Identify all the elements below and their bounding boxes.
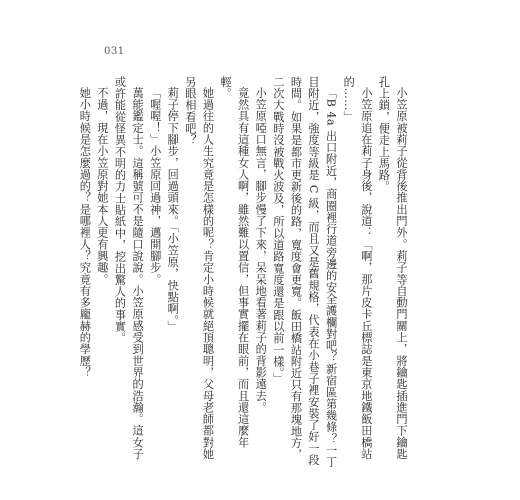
paragraph: 「B 4a 出口附近，商圈裡行道旁邊的安全護欄對吧？新宿區第幾條？一丁目附近，強度等級是 C 級，而且又是舊規格，代表在小巷子裡安裝了好一段時間。如果是都市更新後的路，寬度會更寬。飯田橋站附近只有那塊地方，二次大戰時沒被戰火波及，所以道路寬度還是跟以前一樣。」 [271,76,338,469]
paragraph: 不過，現在小笠原對她本人更有興趣。 [95,87,109,286]
paragraph: 小笠原追在莉子身後，說道：「啊，那片皮卡丘標誌是東京地鐵飯田橋站的……」 [342,76,373,460]
paragraph: 小笠原被莉子從背後推出門外。莉子等自動門關上，將鑰匙插進門下鑰匙孔上鎖，便走上馬路。 [377,76,408,460]
paragraph: 小笠原啞口無言，腳步慢了下來，呆呆地看著莉子的背影遠去。 [254,87,268,414]
paragraph: 「喔喔！」小笠原回過神，邁開腳步。 [148,87,162,286]
paragraph: 她小時候是怎麼過的？是哪裡人？究竟有多龐赫的學歷？ [78,87,92,379]
paragraph: 萬能鑑定士。這稱號可不是隨口說說。小笠原感受到世界的浩瀚。這女子或許能從怪異不明的力士貼紙中，挖出驚人的事實。 [113,76,145,460]
page-number: 031 [104,46,125,57]
body-text [78,76,410,471]
paragraph: 竟然具有這種女人啊，雖然難以置信，但事實擺在眼前，而且還這麼年輕。 [219,76,250,449]
paragraph: 她過往的人生究竟是怎樣的呢？肯定小時候就絕頂聰明，父母老師都對她另眼相看吧？ [183,76,215,460]
paragraph: 莉子停下腳步，回過頭來。「小笠原，快點啊。」 [166,87,180,333]
